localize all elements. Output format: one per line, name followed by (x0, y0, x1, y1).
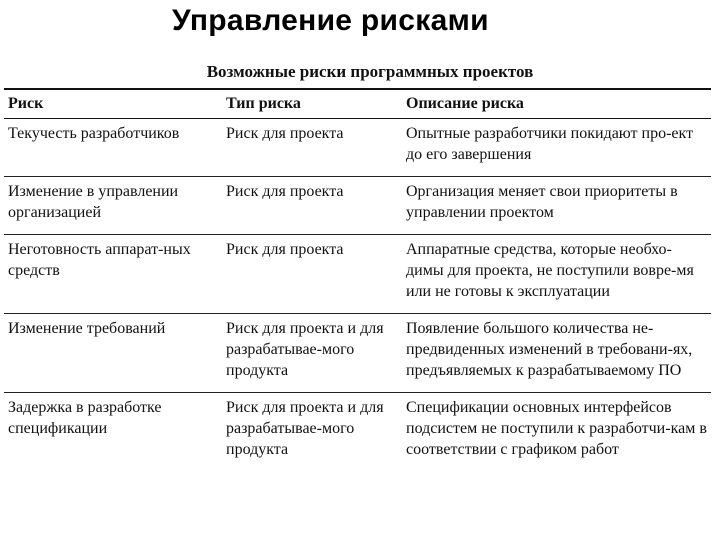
table-row (4, 177, 711, 235)
table-row (4, 393, 711, 472)
header-risk-description: Описание риска (402, 89, 711, 119)
cell-risk-description: Появление большого количества не-предвиденных изменений в требовани-ях, предъявляемых к разрабатываемому ПО (402, 314, 711, 393)
cell-risk-type: Риск для проекта (222, 235, 402, 314)
cell-risk-description: Спецификации основных интерфейсов подсистем не поступили к разработчи-кам в соответствии с графиком работ (406, 399, 707, 458)
header-risk: Риск (4, 89, 222, 119)
cell-risk-type: Риск для проекта и для разрабатывае-мого продукта (226, 399, 384, 458)
cell-risk-description: Опытные разработчики покидают про-ект до его завершения (402, 119, 711, 177)
table-row (4, 235, 711, 314)
cell-risk-description: Организация меняет свои приоритеты в управлении проектом (402, 177, 711, 235)
cell-risk: Изменение требований (4, 314, 222, 393)
table-row (4, 314, 711, 393)
cell-risk: Задержка в разработке спецификации (8, 399, 162, 437)
cell-risk: Изменение в управлении организацией (4, 177, 222, 235)
table-caption: Возможные риски программных проектов (206, 62, 534, 81)
cell-risk-type: Риск для проекта (222, 119, 402, 177)
table-header-row (4, 89, 711, 119)
cell-risk-description: Аппаратные средства, которые необхо-димы для проекта, не поступили вовре-мя или не готовы к эксплуатации (402, 235, 711, 314)
cell-risk-type: Риск для проекта и для разрабатывае-мого продукта (222, 314, 402, 393)
cell-risk-type: Риск для проекта (222, 177, 402, 235)
cell-risk: Неготовность аппарат-ных средств (4, 235, 222, 314)
risk-table (4, 88, 711, 471)
cell-risk: Текучесть разработчиков (4, 119, 222, 177)
page-title: Управление рисками (172, 4, 489, 37)
header-risk-type: Тип риска (222, 89, 402, 119)
table-row (4, 119, 711, 177)
